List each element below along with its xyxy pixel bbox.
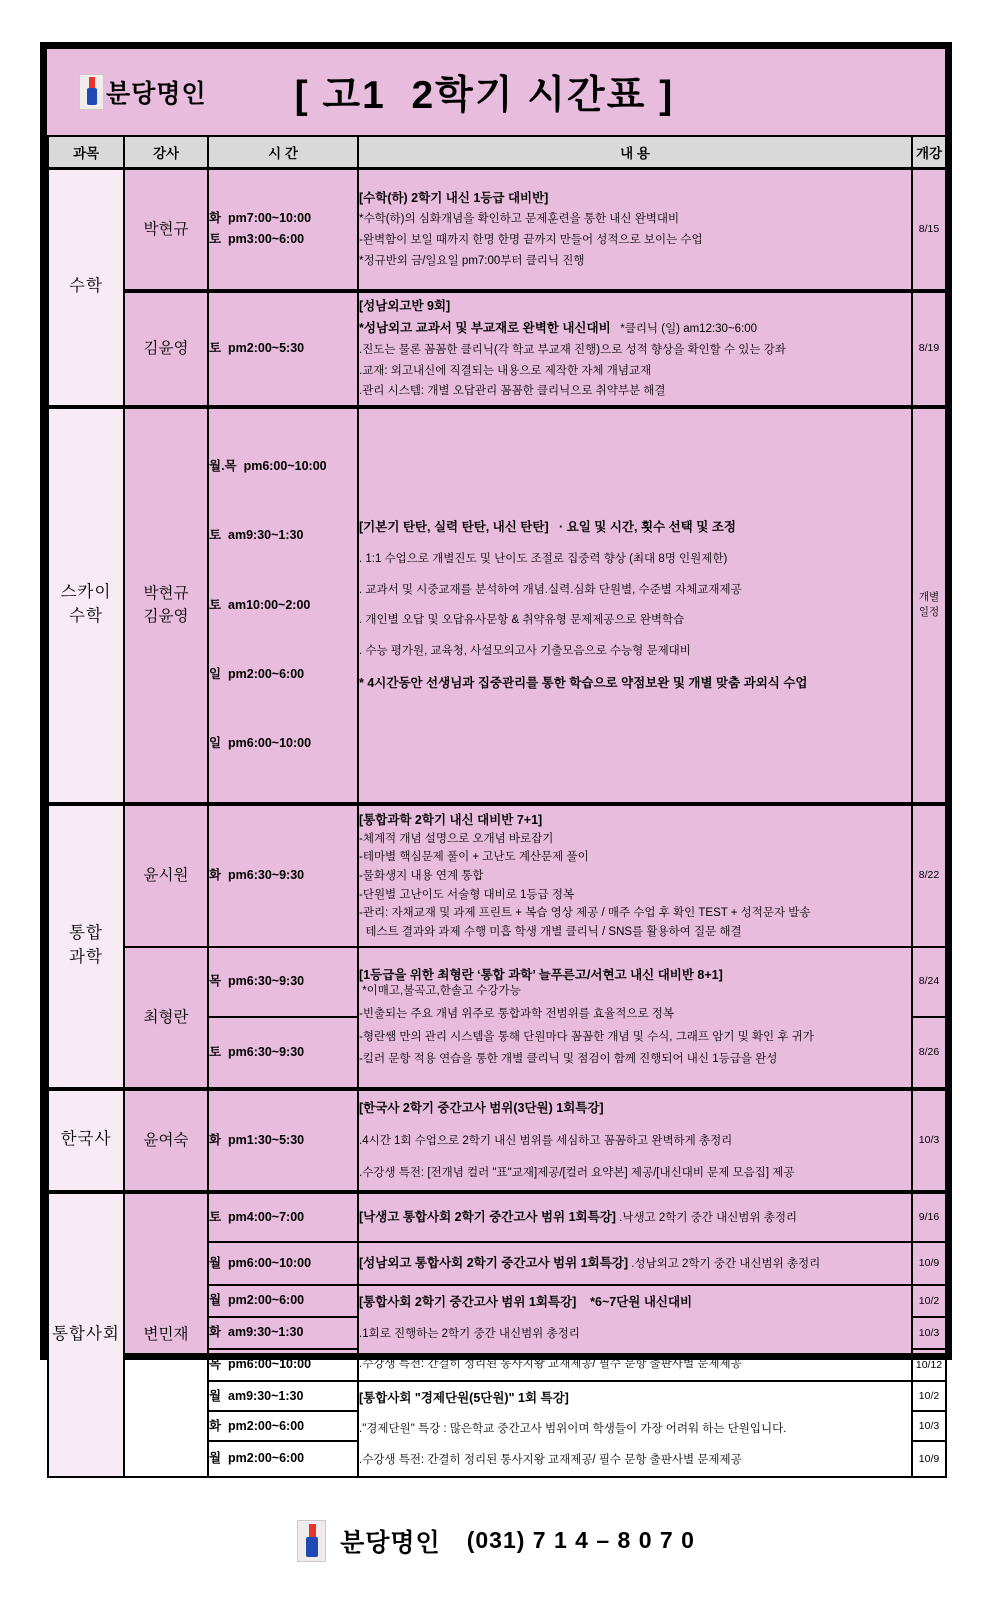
logo-red-bar-icon <box>309 1524 316 1538</box>
time-cell <box>208 1017 358 1089</box>
instructor-cell: 변민재 <box>124 1192 208 1476</box>
subject-cell-science: 통합 과학 <box>48 804 124 1089</box>
content-line: -관리: 자채교재 및 과제 프린트 + 복습 영상 제공 / 매주 수업 후 확인 TEST + 성적문자 발송 <box>359 907 811 920</box>
time-line: 토 am10:00~2:00 <box>209 597 311 612</box>
brand-name: 분당명인 <box>106 80 207 108</box>
content-line: . 1:1 수업으로 개별진도 및 난이도 조절로 집중력 향상 (최대 8명 인원제한) <box>359 552 728 565</box>
footer-logo-icon <box>297 1520 326 1562</box>
content-title: [한국사 2학기 중간고사 범위(3단원) 1회특강] <box>359 1100 604 1115</box>
subject-cell-sky-math: 스카이 수학 <box>48 407 124 804</box>
time-line: 일 pm2:00~6:00 <box>209 666 305 681</box>
col-header-time: 시 간 <box>208 136 358 169</box>
time-line: 화 pm7:00~10:00 <box>209 211 312 225</box>
row-math-2 <box>48 291 946 407</box>
content-line: *성남외고 교과서 및 부교재로 완벽한 내신대비 *클리닉 (일) am12:30~6:00 <box>359 321 758 336</box>
content-title: [기본기 탄탄, 실력 탄탄, 내신 탄탄] · 요일 및 시간, 횟수 선택 및 조정 <box>359 520 736 535</box>
row-history <box>48 1089 946 1192</box>
instructor-cell: 김윤영 <box>124 291 208 407</box>
time-line: 월 pm6:00~10:00 <box>209 1255 312 1270</box>
content-cell <box>358 291 912 407</box>
time-line: 목 pm6:30~9:30 <box>209 974 305 988</box>
content-line: 테스트 결과와 과제 수행 미흡 학생 개별 클리닉 / SNS를 활용하여 질문 해결 <box>359 926 742 939</box>
time-cell <box>208 291 358 407</box>
start-date-cell: 8/22 <box>912 804 946 947</box>
column-header-row <box>48 136 946 169</box>
content-line: . 수능 평가원, 교육청, 사설모의고사 기출모음으로 수능형 문제대비 <box>359 645 691 657</box>
time-cell <box>208 804 358 947</box>
time-cell <box>208 947 358 1017</box>
content-line: .진도는 물론 꼼꼼한 클리닉(각 학교 부교재 진행)으로 성적 향상을 확인할 수 있는 강좌 <box>359 343 786 356</box>
timetable-page <box>40 42 952 1557</box>
instructor-cell: 최형란 <box>124 947 208 1089</box>
time-line: 화 am9:30~1:30 <box>209 1325 304 1340</box>
subject-cell-history: 한국사 <box>48 1089 124 1192</box>
subject-cell-math: 수학 <box>48 169 124 407</box>
col-header-content: 내 용 <box>358 136 912 169</box>
content-line: .교재: 외고내신에 직결되는 내용으로 제작한 자체 개념교재 <box>359 364 652 377</box>
content-line: -단원별 고난이도 서술형 대비로 1등급 정복 <box>359 888 575 901</box>
start-date-cell: 10/2 <box>912 1381 946 1411</box>
time-cell <box>208 1089 358 1192</box>
content-title: [낙생고 통합사회 2학기 중간고사 범위 1회특강] .낙생고 2학기 중간 내신범위 총정리 <box>359 1210 798 1225</box>
time-line: 화 pm2:00~6:00 <box>209 1418 305 1433</box>
content-line: . 개인별 오답 및 오답유사문항 & 취약유형 문제제공으로 완벽학습 <box>359 614 685 627</box>
content-line: .4시간 1회 수업으로 2학기 내신 범위를 세심하고 꼼꼼하고 완벽하게 총정리 <box>359 1134 733 1147</box>
content-line: . 교과서 및 시중교재를 분석하여 개념.실력.심화 단원별, 수준별 자체교재제공 <box>359 583 742 596</box>
start-date-cell: 9/16 <box>912 1192 946 1242</box>
logo-blue-bar-icon <box>306 1537 318 1557</box>
instructor-cell: 박현규 <box>124 169 208 291</box>
time-cell <box>208 1441 358 1476</box>
time-line: 토 pm6:30~9:30 <box>209 1044 305 1059</box>
start-date-cell: 10/3 <box>912 1317 946 1349</box>
content-cell <box>358 1381 912 1476</box>
time-line: 목 pm6:00~10:00 <box>209 1357 312 1372</box>
content-line: -킬러 문항 적용 연습을 통한 개별 클리닉 및 점검이 함께 진행되어 내신 1등급을 완성 <box>359 1053 778 1066</box>
start-date-cell: 10/3 <box>912 1411 946 1441</box>
instructor-cell: 박현규 김윤영 <box>124 407 208 804</box>
footer-brand-name: 분당명인 <box>340 1528 441 1557</box>
content-title: [통합과학 2학기 내신 대비반 7+1] <box>359 812 543 827</box>
content-cell <box>358 804 912 947</box>
start-date-cell: 10/3 <box>912 1089 946 1192</box>
content-cell <box>358 407 912 804</box>
content-cell <box>358 1192 912 1242</box>
content-line: * 4시간동안 선생님과 집중관리를 통한 학습으로 약점보완 및 개별 맞춤 과외식 수업 <box>359 675 808 690</box>
content-cell <box>358 169 912 291</box>
logo-blue-bar-icon <box>87 88 97 105</box>
content-line: .관리 시스템: 개별 오답관리 꼼꼼한 클리닉으로 취약부분 해결 <box>359 385 666 398</box>
content-line: -체계적 개념 설명으로 오개념 바로잡기 <box>359 832 554 845</box>
time-line: 월 pm2:00~6:00 <box>209 1451 305 1466</box>
time-cell <box>208 407 358 804</box>
start-date-cell: 10/9 <box>912 1441 946 1476</box>
content-line: *수학(하)의 심화개념을 확인하고 문제훈련을 통한 내신 완벽대비 <box>359 213 680 226</box>
row-science-1 <box>48 804 946 947</box>
content-cell <box>358 947 912 1089</box>
row-math-1 <box>48 169 946 291</box>
time-line: 토 pm3:00~6:00 <box>209 232 305 247</box>
time-cell <box>208 1349 358 1381</box>
start-date-cell: 10/12 <box>912 1349 946 1381</box>
start-date-cell: 개별 일정 <box>912 407 946 804</box>
row-science-2a <box>48 947 946 1017</box>
content-line: *이매고,불곡고,한솔고 수강가능 <box>359 985 521 998</box>
content-title: [성남외고 통합사회 2학기 중간고사 범위 1회특강] .성남외고 2학기 중간 내신범위 총정리 <box>359 1256 821 1271</box>
start-date-cell: 10/9 <box>912 1242 946 1285</box>
content-line: -빈출되는 주요 개념 위주로 통합과학 전범위를 효율적으로 정복 <box>359 1008 675 1021</box>
start-date-cell: 8/15 <box>912 169 946 291</box>
content-line: ."경제단원" 특강 : 많은학교 중간고사 범위이며 학생들이 가장 어려워 하는 단원입니다. <box>359 1423 787 1436</box>
page-header <box>47 49 945 135</box>
time-cell <box>208 169 358 291</box>
content-line: -물화생지 내용 연계 통합 <box>359 870 484 883</box>
brand-logo-icon <box>79 74 104 110</box>
row-sky-math <box>48 407 946 804</box>
start-date-cell: 10/2 <box>912 1285 946 1317</box>
subject-cell-social: 통합사회 <box>48 1192 124 1476</box>
content-line: .수강생 특전: [전개념 컬러 "표"교재]제공/[컬러 요약본] 제공/[내신대비 문제 모음집] 제공 <box>359 1167 795 1180</box>
content-cell <box>358 1242 912 1285</box>
col-header-instructor: 강사 <box>124 136 208 169</box>
content-line: *정규반외 금/일요일 pm7:00부터 클리닉 진행 <box>359 254 585 267</box>
content-line: .수강생 특전: 간결히 정리된 통사지왕 교재제공/ 필수 문항 출판사별 문제제공 <box>359 1453 742 1466</box>
time-line: 토 pm2:00~5:30 <box>209 340 305 355</box>
page-title: [ 고1 2학기 시간표 ] <box>294 74 675 117</box>
page-footer <box>47 1478 945 1604</box>
time-line: 화 pm6:30~9:30 <box>209 868 305 882</box>
time-line: 토 am9:30~1:30 <box>209 528 304 543</box>
content-line: -형란쌤 만의 관리 시스템을 통해 단원마다 꼼꼼한 개념 및 수식, 그래프 암기 및 확인 후 귀가 <box>359 1030 814 1043</box>
timetable <box>47 135 947 1478</box>
time-cell <box>208 1242 358 1285</box>
row-social-1 <box>48 1192 946 1242</box>
start-date-cell: 8/19 <box>912 291 946 407</box>
time-line: 일 pm6:00~10:00 <box>209 736 312 751</box>
content-cell <box>358 1285 912 1381</box>
time-line: 토 pm4:00~7:00 <box>209 1209 305 1224</box>
content-line: -완벽함이 보일 때까지 한명 한명 끝까지 만들어 성적으로 보이는 수업 <box>359 233 703 246</box>
time-cell <box>208 1381 358 1411</box>
content-line: -테마별 핵심문제 풀이 + 고난도 계산문제 풀이 <box>359 851 589 864</box>
content-title: [성남외고반 9회] <box>359 299 451 314</box>
content-line: .수강생 특전: 간결히 정리된 통사지왕 교재제공/ 필수 문항 출판사별 문제제공 <box>359 1358 742 1371</box>
col-header-start: 개강 <box>912 136 946 169</box>
content-title: [1등급을 위한 최형란 ‘통합 과학’ 늘푸른고/서현고 내신 대비반 8+1] <box>359 968 723 983</box>
time-cell <box>208 1411 358 1441</box>
time-line: 월.목 pm6:00~10:00 <box>209 458 327 473</box>
time-cell <box>208 1285 358 1317</box>
time-line: 월 pm2:00~6:00 <box>209 1293 305 1308</box>
content-cell <box>358 1089 912 1192</box>
time-cell <box>208 1317 358 1349</box>
time-line: 월 am9:30~1:30 <box>209 1388 304 1403</box>
footer-phone-number: (031) 7 1 4 – 8 0 7 0 <box>466 1527 695 1554</box>
content-title: [수학(하) 2학기 내신 1등급 대비반] <box>359 191 549 206</box>
content-line: .1회로 진행하는 2학기 중간 내신범위 총정리 <box>359 1327 580 1340</box>
content-title: [통합사회 "경제단원(5단원)" 1회 특강] <box>359 1391 569 1406</box>
time-line: 화 pm1:30~5:30 <box>209 1132 305 1147</box>
instructor-cell: 윤여숙 <box>124 1089 208 1192</box>
start-date-cell: 8/24 <box>912 947 946 1017</box>
content-title: [통합사회 2학기 중간고사 범위 1회특강] *6~7단원 내신대비 <box>359 1295 693 1310</box>
col-header-subject: 과목 <box>48 136 124 169</box>
time-cell <box>208 1192 358 1242</box>
instructor-cell: 윤시원 <box>124 804 208 947</box>
start-date-cell: 8/26 <box>912 1017 946 1089</box>
